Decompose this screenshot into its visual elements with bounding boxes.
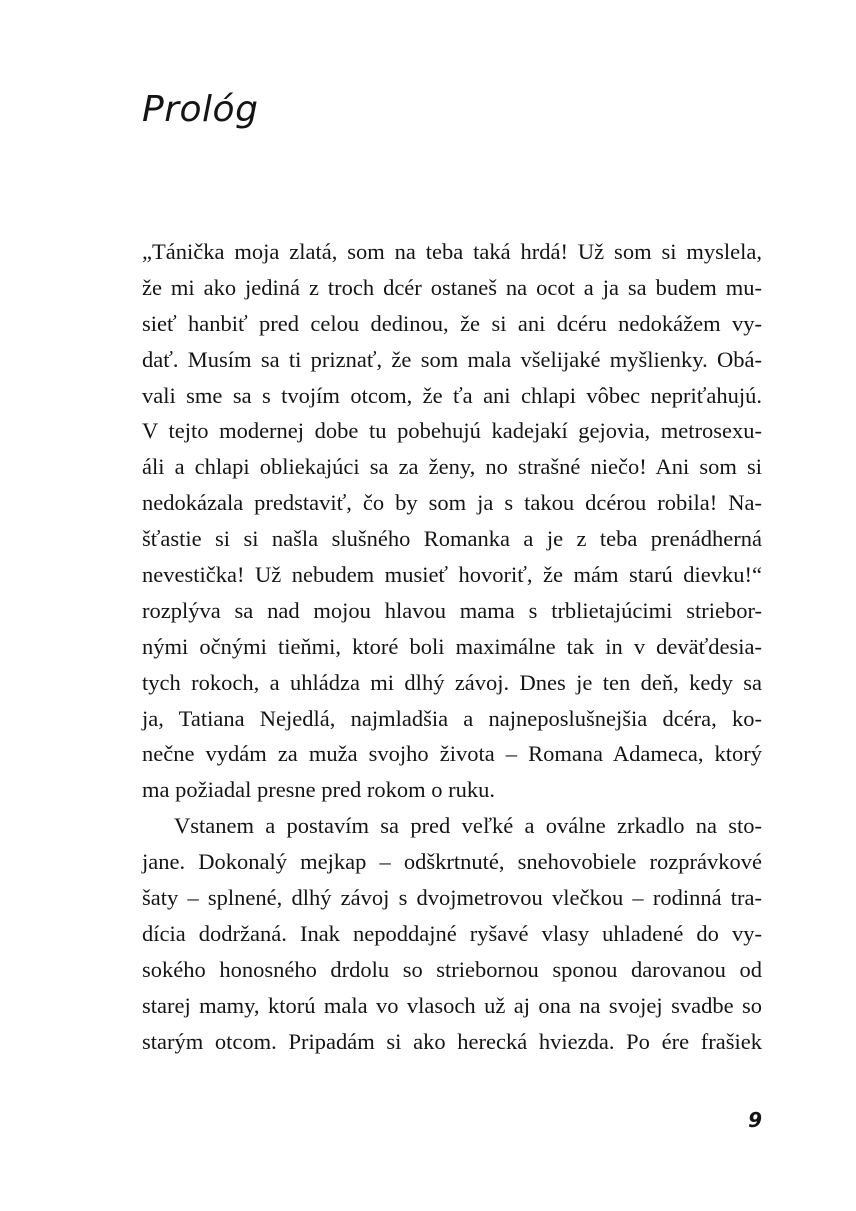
page-number: 9	[748, 1108, 762, 1132]
text-line: dícia dodržaná. Inak nepoddajné ryšavé vlasy uhladené do vy-	[142, 920, 762, 946]
text-line: vali sme sa s tvojím otcom, že ťa ani chlapi vôbec nepriťahujú.	[142, 382, 762, 408]
text-line: dať. Musím sa ti priznať, že som mala všelijaké myšlienky. Obá-	[142, 346, 762, 372]
text-line: starej mamy, ktorú mala vo vlasoch už aj ona na svojej svadbe so	[142, 992, 762, 1018]
chapter-title: Prológ	[142, 89, 259, 130]
text-line: ma požiadal presne pred rokom o ruku.	[142, 777, 496, 803]
text-line: nými očnými tieňmi, ktoré boli maximálne tak in v deväťdesia-	[142, 633, 762, 659]
paragraph	[142, 808, 762, 1059]
text-line: „Tánička moja zlatá, som na teba taká hrdá! Už som si myslela,	[142, 239, 762, 264]
body-text	[142, 234, 762, 1059]
text-line: tych rokoch, a uhládza mi dlhý závoj. Dnes je ten deň, kedy sa	[142, 669, 762, 695]
text-line: sokého honosného drdolu so striebornou sponou darovanou od	[142, 956, 762, 982]
text-line: áli a chlapi obliekajúci sa za ženy, no strašné niečo! Ani som si	[142, 454, 762, 480]
text-line: nedokázala predstaviť, čo by som ja s takou dcérou robila! Na-	[142, 490, 762, 516]
text-line: V tejto modernej dobe tu pobehujú kadejakí gejovia, metrosexu-	[142, 418, 762, 444]
text-line: šaty – splnené, dlhý závoj s dvojmetrovou vlečkou – rodinná tra-	[142, 885, 762, 911]
text-line: sieť hanbiť pred celou dedinou, že si ani dcéru nedokážem vy-	[142, 310, 762, 336]
text-line: rozplýva sa nad mojou hlavou mama s trblietajúcimi striebor-	[142, 597, 762, 623]
text-line: šťastie si si našla slušného Romanka a je z teba prenádherná	[142, 526, 762, 552]
paragraph	[142, 234, 762, 808]
text-line: starým otcom. Pripadám si ako herecká hviezda. Po ére frašiek	[142, 1028, 762, 1054]
text-line: jane. Dokonalý mejkap – odškrtnuté, snehovobiele rozprávkové	[142, 849, 762, 875]
text-line: Vstanem a postavím sa pred veľké a oválne zrkadlo na sto-	[174, 813, 762, 839]
text-line: ja, Tatiana Nejedlá, najmladšia a najneposlušnejšia dcéra, ko-	[142, 705, 762, 731]
text-line: nevestička! Už nebudem musieť hovoriť, že mám starú dievku!“	[142, 562, 762, 588]
text-line: nečne vydám za muža svojho života – Romana Adameca, ktorý	[142, 741, 762, 767]
text-line: že mi ako jediná z troch dcér ostaneš na ocot a ja sa budem mu-	[142, 274, 762, 300]
